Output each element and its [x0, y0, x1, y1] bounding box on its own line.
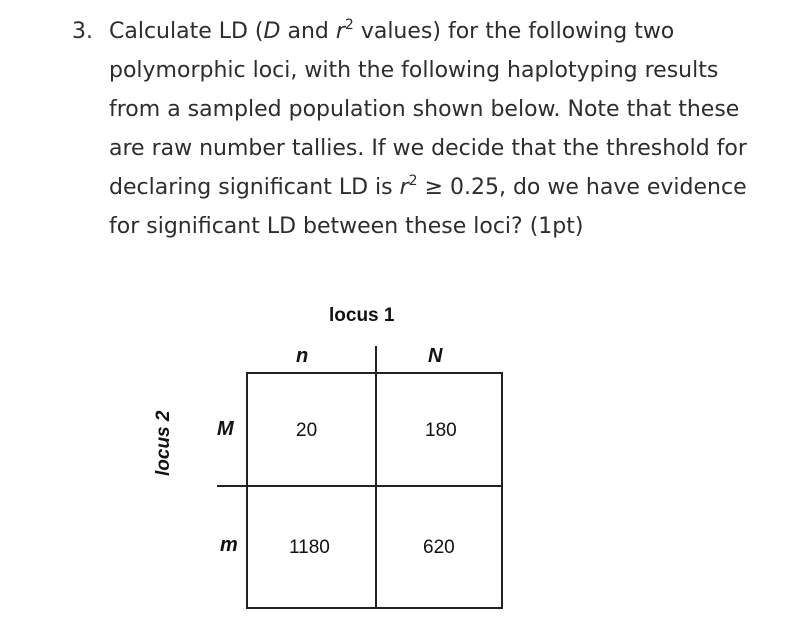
cell-m-N: 620 [423, 537, 455, 558]
table-middle-divider [217, 485, 503, 487]
question-line-4: are raw number tallies. If we decide that the threshold for [109, 136, 747, 161]
table-center-divider [375, 346, 377, 609]
table-right-border [501, 372, 503, 609]
question-line-2: polymorphic loci, with the following haplotyping results [109, 58, 719, 83]
cell-M-N: 180 [425, 420, 457, 441]
row-header-M: M [217, 418, 234, 440]
question-line-1: Calculate LD (D and $r^2$ values) for the following two [109, 17, 675, 44]
question-number: 3. [72, 19, 93, 44]
row-header-m: m [220, 534, 238, 556]
cell-m-n: 1180 [289, 537, 330, 558]
question-line-5: declaring significant LD is $r^2 \ge 0.25$, do we have evidence [109, 173, 747, 200]
question-line-6: for significant LD between these loci? (1pt) [109, 214, 584, 239]
locus-2-label: locus 2 [153, 410, 174, 476]
question-line-3: from a sampled population shown below. Note that these [109, 97, 740, 122]
locus-1-label: locus 1 [329, 305, 395, 326]
table-left-border [246, 372, 248, 609]
column-header-N: N [428, 345, 443, 367]
cell-M-n: 20 [296, 420, 318, 441]
column-header-n: n [296, 345, 309, 367]
